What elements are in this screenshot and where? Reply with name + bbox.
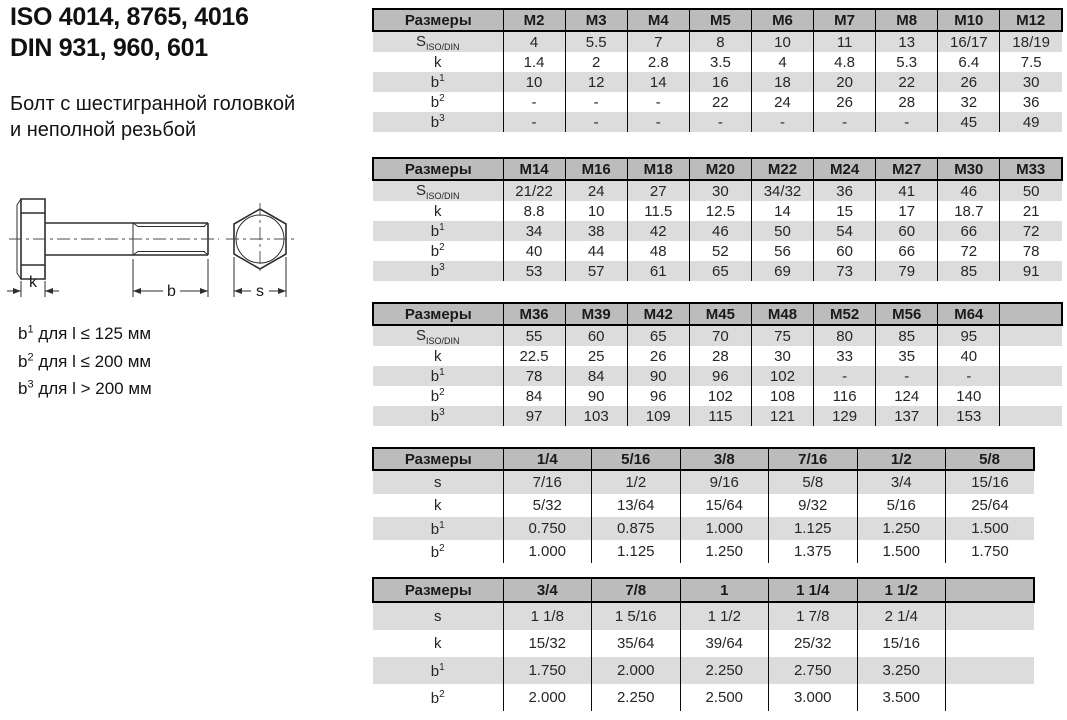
size-column-header: M56 [876,303,938,325]
dimension-column-header: Размеры [373,158,503,180]
row-label: $b^2$ [373,684,503,711]
value-cell: 35 [876,346,938,366]
value-cell: 153 [938,406,1000,426]
value-cell: 50 [1000,180,1062,201]
size-column-header: 7/16 [769,448,858,470]
value-cell: 22 [689,92,751,112]
value-cell: 84 [565,366,627,386]
value-cell: 36 [1000,92,1062,112]
value-cell: 69 [751,261,813,281]
value-cell: 1.750 [503,657,592,684]
value-cell: 7.5 [1000,52,1062,72]
size-column-header: M52 [814,303,876,325]
table-row [373,470,1034,494]
value-cell: 2 [565,52,627,72]
table-row [373,241,1062,261]
value-cell: 34 [503,221,565,241]
value-cell: 13 [876,31,938,52]
value-cell: - [565,112,627,132]
value-cell: 8.8 [503,201,565,221]
inch-table-3-4-to-1-1-2 [372,577,1035,711]
row-label: $b^1$ [373,657,503,684]
row-label: $S_{ISO/DIN}$ [373,325,503,346]
value-cell: 16 [689,72,751,92]
size-column-header: 7/8 [592,578,681,602]
value-cell: 1.4 [503,52,565,72]
value-cell: 2.000 [503,684,592,711]
value-cell: 103 [565,406,627,426]
size-column-header: M22 [751,158,813,180]
value-cell: 18/19 [1000,31,1062,52]
value-cell: 137 [876,406,938,426]
value-cell: 78 [1000,241,1062,261]
value-cell: 21 [1000,201,1062,221]
value-cell: - [503,92,565,112]
size-column-header: M7 [814,9,876,31]
title-iso: ISO 4014, 8765, 4016 [10,3,249,31]
bolt-end-view [226,203,294,275]
size-column-header [946,578,1035,602]
row-label: s [373,470,503,494]
table-row [373,52,1062,72]
value-cell: - [503,112,565,132]
value-cell: - [876,112,938,132]
value-cell: - [751,112,813,132]
row-label: k [373,630,503,657]
table-row [373,494,1034,517]
value-cell: 1.125 [592,540,681,563]
value-cell: 30 [751,346,813,366]
size-column-header: 3/8 [680,448,769,470]
value-cell: 13/64 [592,494,681,517]
table-row [373,366,1062,386]
page-subtitle [10,92,295,143]
value-cell: 65 [627,325,689,346]
value-cell: 1 1/8 [503,602,592,630]
b-dimension-label: b [167,283,176,300]
value-cell: 4.8 [814,52,876,72]
value-cell: 16/17 [938,31,1000,52]
subtitle-line2: и неполной резьбой [10,118,197,141]
row-label: $b^3$ [373,406,503,426]
value-cell [1000,325,1062,346]
s-dimension-label: s [256,283,264,300]
value-cell: 41 [876,180,938,201]
size-column-header: M6 [751,9,813,31]
tables-panel [372,0,1067,720]
size-column-header: M45 [689,303,751,325]
value-cell: 57 [565,261,627,281]
table-row [373,221,1062,241]
size-column-header: 1/4 [503,448,592,470]
row-label: $b^1$ [373,72,503,92]
value-cell: 1.375 [769,540,858,563]
value-cell: 2 1/4 [857,602,946,630]
value-cell: 22 [876,72,938,92]
value-cell: 54 [814,221,876,241]
value-cell: 9/32 [769,494,858,517]
size-column-header: M42 [627,303,689,325]
value-cell: 53 [503,261,565,281]
value-cell: 15/64 [680,494,769,517]
table-row [373,201,1062,221]
size-column-header: M27 [876,158,938,180]
table-row [373,386,1062,406]
value-cell: 1.250 [857,517,946,540]
table-row [373,517,1034,540]
value-cell [946,657,1035,684]
row-label: s [373,602,503,630]
value-cell: 7 [627,31,689,52]
value-cell: 85 [938,261,1000,281]
metric-table-m14-m33 [372,157,1063,281]
value-cell: 96 [689,366,751,386]
value-cell: - [627,92,689,112]
value-cell: - [814,366,876,386]
size-column-header: 5/8 [946,448,1035,470]
b-dimension [133,259,208,300]
value-cell: 9/16 [680,470,769,494]
bolt-drawing-svg [5,183,305,305]
value-cell: 5/16 [857,494,946,517]
footnote-b2: $b^2$ для l ≤ 200 мм [18,350,152,371]
table-row [373,630,1034,657]
value-cell: 129 [814,406,876,426]
value-cell [1000,366,1062,386]
value-cell: 18.7 [938,201,1000,221]
value-cell: 24 [565,180,627,201]
dimension-column-header: Размеры [373,448,503,470]
value-cell: 28 [876,92,938,112]
value-cell: 18 [751,72,813,92]
table-row [373,112,1062,132]
value-cell: 75 [751,325,813,346]
bolt-side-view [9,199,219,279]
value-cell: 78 [503,366,565,386]
value-cell: 48 [627,241,689,261]
value-cell: 0.875 [592,517,681,540]
value-cell: 3.5 [689,52,751,72]
size-column-header: M36 [503,303,565,325]
value-cell: 15/32 [503,630,592,657]
value-cell: 1.500 [857,540,946,563]
value-cell: 121 [751,406,813,426]
value-cell: 5.5 [565,31,627,52]
value-cell: 55 [503,325,565,346]
row-label: k [373,52,503,72]
value-cell: 4 [503,31,565,52]
value-cell: 14 [751,201,813,221]
size-column-header: M18 [627,158,689,180]
value-cell: 108 [751,386,813,406]
value-cell: 1 5/16 [592,602,681,630]
value-cell: 1 1/2 [680,602,769,630]
size-column-header: 1 [680,578,769,602]
size-column-header [1000,303,1062,325]
footnote-b3: $b^3$ для l > 200 мм [18,378,152,399]
table-row [373,346,1062,366]
value-cell: 79 [876,261,938,281]
value-cell: 26 [814,92,876,112]
value-cell: 25 [565,346,627,366]
value-cell: - [938,366,1000,386]
table-row [373,325,1062,346]
size-column-header: M33 [1000,158,1062,180]
row-label: $S_{ISO/DIN}$ [373,31,503,52]
value-cell: 32 [938,92,1000,112]
value-cell: 97 [503,406,565,426]
value-cell: 15/16 [857,630,946,657]
row-label: $b^2$ [373,241,503,261]
row-label: $b^2$ [373,92,503,112]
size-column-header: M4 [627,9,689,31]
value-cell: 22.5 [503,346,565,366]
table-row [373,31,1062,52]
value-cell: 124 [876,386,938,406]
value-cell: 12.5 [689,201,751,221]
value-cell: 10 [565,201,627,221]
value-cell: 50 [751,221,813,241]
value-cell: 1/2 [592,470,681,494]
inch-table-quarter-to-5-8 [372,447,1035,563]
value-cell: 21/22 [503,180,565,201]
value-cell [946,684,1035,711]
value-cell: 40 [938,346,1000,366]
table-row [373,540,1034,563]
value-cell: - [627,112,689,132]
value-cell: 102 [751,366,813,386]
size-column-header: M8 [876,9,938,31]
value-cell: 0.750 [503,517,592,540]
value-cell: 8 [689,31,751,52]
value-cell: 4 [751,52,813,72]
value-cell: 15/16 [946,470,1035,494]
value-cell: 46 [689,221,751,241]
footnotes [18,320,152,403]
value-cell: 116 [814,386,876,406]
value-cell: 80 [814,325,876,346]
value-cell: 38 [565,221,627,241]
size-column-header: M64 [938,303,1000,325]
value-cell [1000,406,1062,426]
value-cell: 26 [627,346,689,366]
dimension-column-header: Размеры [373,303,503,325]
size-column-header: M12 [1000,9,1062,31]
table-row [373,92,1062,112]
value-cell: 1.750 [946,540,1035,563]
value-cell: 5/32 [503,494,592,517]
value-cell: 56 [751,241,813,261]
value-cell: 5/8 [769,470,858,494]
value-cell: 73 [814,261,876,281]
value-cell: 25/64 [946,494,1035,517]
size-column-header: M24 [814,158,876,180]
value-cell: 60 [876,221,938,241]
row-label: $b^2$ [373,386,503,406]
value-cell: 140 [938,386,1000,406]
value-cell: 109 [627,406,689,426]
value-cell: 84 [503,386,565,406]
table-row [373,602,1034,630]
value-cell: 95 [938,325,1000,346]
size-column-header: M14 [503,158,565,180]
footnote-b1: $b^1$ для l ≤ 125 мм [18,323,152,343]
value-cell: 12 [565,72,627,92]
value-cell: 96 [627,386,689,406]
value-cell: 90 [627,366,689,386]
value-cell: - [689,112,751,132]
table-row [373,406,1062,426]
value-cell: 14 [627,72,689,92]
table-row [373,180,1062,201]
value-cell: 11 [814,31,876,52]
value-cell: 66 [938,221,1000,241]
row-label: k [373,201,503,221]
value-cell: 10 [751,31,813,52]
value-cell: 46 [938,180,1000,201]
value-cell: 3.500 [857,684,946,711]
size-column-header: M39 [565,303,627,325]
table-row [373,72,1062,92]
size-column-header: M16 [565,158,627,180]
metric-table-m2-m12 [372,8,1063,132]
value-cell: 2.500 [680,684,769,711]
value-cell: 7/16 [503,470,592,494]
title-din: DIN 931, 960, 601 [10,33,208,62]
size-column-header: M2 [503,9,565,31]
row-label: $b^1$ [373,366,503,386]
value-cell: 34/32 [751,180,813,201]
value-cell: 44 [565,241,627,261]
value-cell: 36 [814,180,876,201]
dimension-column-header: Размеры [373,578,503,602]
row-label: $b^2$ [373,540,503,563]
row-label: k [373,346,503,366]
size-column-header: M5 [689,9,751,31]
value-cell: 66 [876,241,938,261]
value-cell: 40 [503,241,565,261]
row-label: $b^3$ [373,261,503,281]
value-cell: 42 [627,221,689,241]
value-cell: 52 [689,241,751,261]
table-row [373,684,1034,711]
value-cell: 30 [689,180,751,201]
value-cell: 1.250 [680,540,769,563]
size-column-header: 1 1/2 [857,578,946,602]
bolt-technical-drawing [5,183,305,310]
value-cell: 45 [938,112,1000,132]
value-cell: 17 [876,201,938,221]
value-cell: 30 [1000,72,1062,92]
value-cell: 33 [814,346,876,366]
k-dimension [7,274,59,297]
value-cell: 6.4 [938,52,1000,72]
value-cell: 2.250 [680,657,769,684]
value-cell [946,630,1035,657]
size-column-header: M48 [751,303,813,325]
value-cell: 60 [565,325,627,346]
value-cell: 2.8 [627,52,689,72]
table-row [373,261,1062,281]
page-title [10,2,249,63]
dimension-column-header: Размеры [373,9,503,31]
value-cell: 11.5 [627,201,689,221]
value-cell [946,602,1035,630]
value-cell: 27 [627,180,689,201]
value-cell: 85 [876,325,938,346]
row-label: $b^3$ [373,112,503,132]
size-column-header: M3 [565,9,627,31]
value-cell: 60 [814,241,876,261]
value-cell: 3.000 [769,684,858,711]
table-row [373,657,1034,684]
size-column-header: 1 1/4 [769,578,858,602]
value-cell [1000,346,1062,366]
value-cell: 102 [689,386,751,406]
value-cell: 72 [1000,221,1062,241]
row-label: k [373,494,503,517]
row-label: $b^1$ [373,517,503,540]
subtitle-line1: Болт с шестигранной головкой [10,93,296,115]
value-cell: 61 [627,261,689,281]
value-cell: 15 [814,201,876,221]
value-cell: 1.125 [769,517,858,540]
value-cell: 39/64 [680,630,769,657]
value-cell: 5.3 [876,52,938,72]
value-cell: 10 [503,72,565,92]
size-column-header: M10 [938,9,1000,31]
value-cell: - [814,112,876,132]
value-cell: 1.000 [680,517,769,540]
value-cell: 91 [1000,261,1062,281]
value-cell: 70 [689,325,751,346]
value-cell: 2.000 [592,657,681,684]
row-label: $S_{ISO/DIN}$ [373,180,503,201]
size-column-header: M20 [689,158,751,180]
value-cell: 25/32 [769,630,858,657]
size-column-header: M30 [938,158,1000,180]
size-column-header: 1/2 [857,448,946,470]
value-cell: 2.250 [592,684,681,711]
value-cell: 3.250 [857,657,946,684]
value-cell: 20 [814,72,876,92]
k-dimension-label: k [29,274,37,291]
value-cell: - [565,92,627,112]
row-label: $b^1$ [373,221,503,241]
metric-table-m36-m64 [372,302,1063,426]
value-cell: 115 [689,406,751,426]
value-cell: 90 [565,386,627,406]
value-cell: 65 [689,261,751,281]
value-cell: 2.750 [769,657,858,684]
value-cell: 1.000 [503,540,592,563]
value-cell: 35/64 [592,630,681,657]
value-cell: - [876,366,938,386]
value-cell: 72 [938,241,1000,261]
value-cell: 26 [938,72,1000,92]
value-cell: 1.500 [946,517,1035,540]
value-cell: 1 7/8 [769,602,858,630]
value-cell [1000,386,1062,406]
value-cell: 24 [751,92,813,112]
value-cell: 3/4 [857,470,946,494]
value-cell: 49 [1000,112,1062,132]
size-column-header: 5/16 [592,448,681,470]
size-column-header: 3/4 [503,578,592,602]
value-cell: 28 [689,346,751,366]
